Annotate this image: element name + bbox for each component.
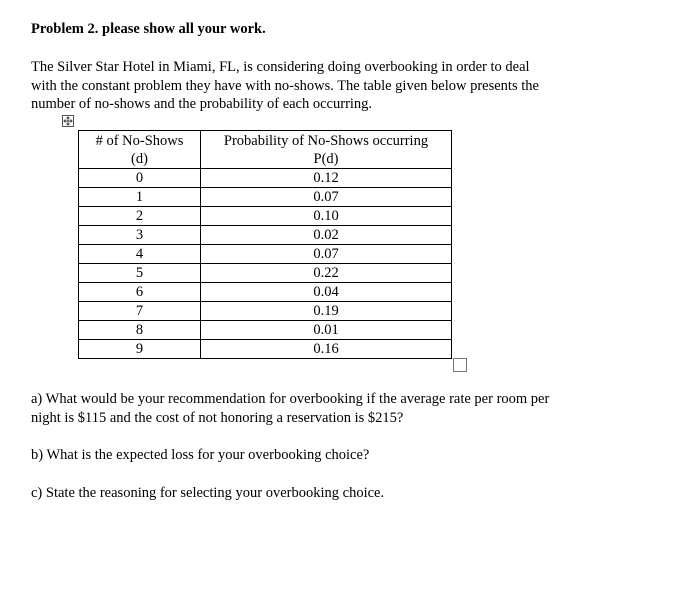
question-a-line: a) What would be your recommendation for overbooking if the average rate per room per [31,391,550,407]
table-row [79,207,452,226]
table-row [79,321,452,340]
no-shows-cell: 8 [79,321,201,340]
table-resize-handle-icon[interactable] [453,358,467,372]
table-move-handle-icon[interactable] [62,115,74,127]
intro-line: with the constant problem they have with no-shows. The table given below presents the [31,77,539,94]
header-probability-symbol: P(d) [313,151,339,167]
no-shows-cell: 9 [79,340,201,359]
header-probability-label: Probability of No-Shows occurring [223,133,429,149]
probability-cell: 0.07 [201,245,452,264]
intro-line: The Silver Star Hotel in Miami, FL, is considering doing overbooking in order to deal [31,59,530,75]
probability-cell: 0.16 [201,340,452,359]
question-c-text: c) State the reasoning for selecting your overbooking choice. [31,485,385,501]
table-row [79,188,452,207]
no-shows-cell: 0 [79,169,201,188]
table-row [79,169,452,188]
no-shows-table [78,130,452,359]
header-probability [201,131,452,169]
header-no-shows-label: # of No-Shows [95,133,184,149]
table-row [79,226,452,245]
question-a-line: night is $115 and the cost of not honoring a reservation is $215? [31,409,404,426]
no-shows-cell: 6 [79,283,201,302]
probability-cell: 0.02 [201,226,452,245]
table-row [79,245,452,264]
table-header-row [79,131,452,169]
table-row [79,264,452,283]
intro-paragraph [31,58,631,114]
probability-cell: 0.10 [201,207,452,226]
table-row [79,302,452,321]
no-shows-cell: 5 [79,264,201,283]
table-row [79,340,452,359]
probability-cell: 0.19 [201,302,452,321]
probability-cell: 0.07 [201,188,452,207]
probability-cell: 0.22 [201,264,452,283]
intro-line: number of no-shows and the probability of each occurring. [31,96,373,112]
question-a [31,390,549,427]
probability-cell: 0.12 [201,169,452,188]
header-no-shows [79,131,201,169]
header-no-shows-symbol: (d) [131,151,148,167]
no-shows-cell: 7 [79,302,201,321]
no-shows-cell: 2 [79,207,201,226]
no-shows-cell: 4 [79,245,201,264]
table-row [79,283,452,302]
probability-cell: 0.04 [201,283,452,302]
no-shows-cell: 1 [79,188,201,207]
probability-cell: 0.01 [201,321,452,340]
question-b [31,446,369,465]
question-b-text: b) What is the expected loss for your overbooking choice? [31,447,370,463]
question-c [31,484,384,503]
problem-title: Problem 2. please show all your work. [31,21,266,37]
no-shows-cell: 3 [79,226,201,245]
